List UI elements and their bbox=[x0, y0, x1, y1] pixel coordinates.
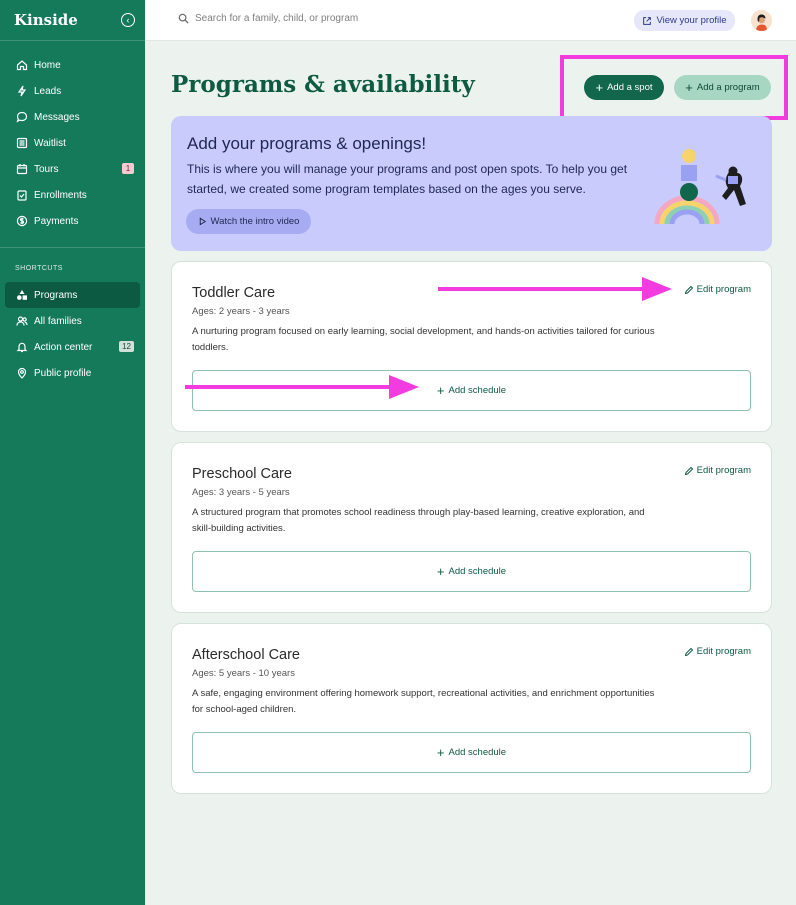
edit-program-label: Edit program bbox=[696, 284, 751, 295]
sidebar-item-label: Programs bbox=[34, 289, 78, 301]
search-icon bbox=[178, 13, 189, 24]
pencil-icon bbox=[684, 285, 694, 295]
home-icon bbox=[15, 59, 28, 72]
watch-intro-video-label: Watch the intro video bbox=[210, 216, 300, 227]
add-schedule-button[interactable] bbox=[192, 732, 751, 773]
annotation-arrow-edit bbox=[438, 276, 674, 302]
page-title: Programs & availability bbox=[171, 71, 475, 98]
top-bar bbox=[145, 0, 796, 41]
plus-icon: + bbox=[436, 745, 445, 760]
sidebar-item-label: Messages bbox=[34, 111, 80, 123]
sidebar-item-payments[interactable] bbox=[5, 208, 140, 234]
sidebar-item-label: Waitlist bbox=[34, 137, 66, 149]
edit-program-button[interactable] bbox=[684, 284, 751, 295]
sidebar-item-all-families[interactable] bbox=[5, 308, 140, 334]
edit-program-label: Edit program bbox=[696, 465, 751, 476]
map-pin-icon bbox=[15, 367, 28, 380]
sidebar-item-programs[interactable] bbox=[5, 282, 140, 308]
tours-count-badge: 1 bbox=[122, 163, 134, 174]
sidebar-item-label: Public profile bbox=[34, 367, 92, 379]
add-schedule-button[interactable] bbox=[192, 551, 751, 592]
program-description: A structured program that promotes school readiness through play-based learning, creative exploration, and skill-building activities. bbox=[192, 507, 645, 534]
sidebar-item-label: Enrollments bbox=[34, 189, 87, 201]
sidebar bbox=[0, 0, 145, 905]
shortcuts-nav bbox=[5, 282, 140, 386]
bolt-icon bbox=[15, 85, 28, 98]
program-ages: Ages: 3 years - 5 years bbox=[192, 487, 290, 498]
chat-icon bbox=[15, 111, 28, 124]
dollar-icon bbox=[15, 215, 28, 228]
banner-text: This is where you will manage your programs and post open spots. To help you get started, we created some program templates based on the ages you serve. bbox=[187, 162, 628, 196]
program-description: A safe, engaging environment offering homework support, recreational activities, and enrichment opportunities for school-aged children. bbox=[192, 688, 655, 715]
program-ages: Ages: 5 years - 10 years bbox=[192, 668, 295, 679]
users-icon bbox=[15, 315, 28, 328]
sidebar-item-label: Home bbox=[34, 59, 61, 71]
sidebar-item-home[interactable] bbox=[5, 52, 140, 78]
plus-icon: + bbox=[685, 80, 693, 95]
add-schedule-label: Add schedule bbox=[448, 747, 507, 758]
view-profile-label: View your profile bbox=[656, 15, 727, 26]
watch-intro-video-button[interactable] bbox=[186, 209, 311, 234]
sidebar-item-enrollments[interactable] bbox=[5, 182, 140, 208]
sidebar-item-public-profile[interactable] bbox=[5, 360, 140, 386]
calendar-icon bbox=[15, 163, 28, 176]
annotation-arrow-schedule bbox=[185, 374, 421, 400]
brand-logo[interactable]: Kinside bbox=[14, 11, 78, 29]
add-schedule-label: Add schedule bbox=[448, 385, 507, 396]
sidebar-item-label: All families bbox=[34, 315, 82, 327]
sidebar-item-messages[interactable] bbox=[5, 104, 140, 130]
action-center-count-badge: 12 bbox=[119, 341, 134, 352]
edit-program-label: Edit program bbox=[696, 646, 751, 657]
list-icon bbox=[15, 137, 28, 150]
plus-icon: + bbox=[595, 80, 604, 95]
sidebar-item-label: Tours bbox=[34, 163, 59, 175]
sidebar-divider bbox=[0, 40, 145, 41]
edit-program-button[interactable] bbox=[684, 465, 751, 476]
sidebar-item-leads[interactable] bbox=[5, 78, 140, 104]
sidebar-divider bbox=[0, 247, 145, 248]
add-program-label: Add a program bbox=[696, 82, 760, 93]
sidebar-item-waitlist[interactable] bbox=[5, 130, 140, 156]
sidebar-item-label: Action center bbox=[34, 341, 93, 353]
program-title: Afterschool Care bbox=[192, 647, 300, 663]
main-nav bbox=[5, 52, 140, 234]
program-ages: Ages: 2 years - 3 years bbox=[192, 306, 290, 317]
plus-icon: + bbox=[436, 383, 445, 398]
pencil-icon bbox=[684, 647, 694, 657]
clipboard-check-icon bbox=[15, 189, 28, 202]
sidebar-item-label: Leads bbox=[34, 85, 62, 97]
program-title: Preschool Care bbox=[192, 466, 292, 482]
sidebar-item-tours[interactable] bbox=[5, 156, 140, 182]
search-placeholder: Search for a family, child, or program bbox=[195, 13, 359, 24]
play-icon bbox=[198, 217, 207, 226]
program-card-afterschool-care bbox=[171, 623, 772, 794]
shortcuts-heading: SHORTCUTS bbox=[15, 265, 63, 272]
intro-banner bbox=[171, 116, 772, 251]
program-title: Toddler Care bbox=[192, 285, 276, 301]
bell-icon bbox=[15, 341, 28, 354]
banner-title: Add your programs & openings! bbox=[187, 134, 427, 153]
annotation-highlight-box bbox=[560, 55, 788, 120]
external-link-icon bbox=[642, 16, 652, 26]
chevron-left-icon: ‹ bbox=[126, 14, 130, 25]
add-spot-label: Add a spot bbox=[607, 82, 653, 93]
add-schedule-label: Add schedule bbox=[448, 566, 507, 577]
program-card-preschool-care bbox=[171, 442, 772, 613]
sidebar-item-action-center[interactable] bbox=[5, 334, 140, 360]
banner-illustration bbox=[654, 144, 754, 228]
search-input[interactable] bbox=[178, 13, 358, 24]
shapes-icon bbox=[15, 289, 28, 302]
pencil-icon bbox=[684, 466, 694, 476]
sidebar-item-label: Payments bbox=[34, 215, 79, 227]
user-avatar[interactable] bbox=[751, 10, 772, 31]
collapse-sidebar-button[interactable] bbox=[121, 13, 135, 27]
plus-icon: + bbox=[436, 564, 445, 579]
view-profile-button[interactable] bbox=[634, 10, 735, 31]
edit-program-button[interactable] bbox=[684, 646, 751, 657]
program-description: A nurturing program focused on early learning, social development, and hands-on activities tailored for curious toddlers. bbox=[192, 326, 655, 353]
